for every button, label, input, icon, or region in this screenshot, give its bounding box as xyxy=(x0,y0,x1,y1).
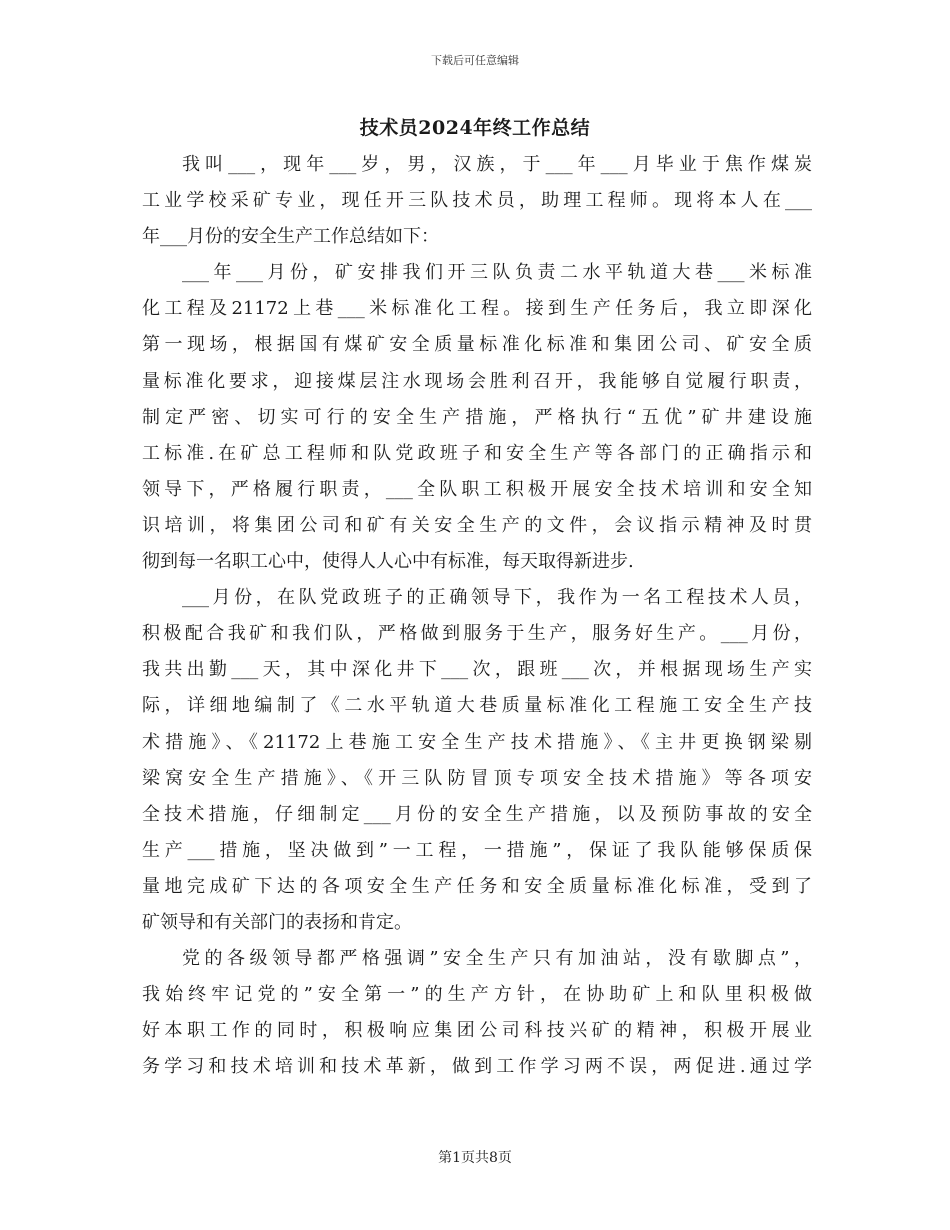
text-line: 领导下，严格履行职责，___全队职工积极开展安全技术培训和安全知 xyxy=(142,478,812,500)
text-line: 全技术措施，仔细制定___月份的安全生产措施，以及预防事故的安全 xyxy=(142,803,812,825)
header-note: 下载后可任意编辑 xyxy=(431,54,519,67)
text-line: 务学习和技术培训和技术革新，做到工作学习两不误，两促进.通过学 xyxy=(142,1056,812,1078)
text-line: 际，详细地编制了《二水平轨道大巷质量标准化工程施工安全生产技 xyxy=(142,695,812,717)
text-line: 化工程及21172上巷___米标准化工程。接到生产任务后，我立即深化 xyxy=(142,298,812,320)
text-line: 我共出勤___天，其中深化井下___次，跟班___次，并根据现场生产实 xyxy=(142,659,812,681)
text-line: 我始终牢记党的”安全第一”的生产方针，在协助矿上和队里积极做 xyxy=(142,984,812,1006)
text-line: 年___月份的安全生产工作总结如下： xyxy=(142,226,439,248)
text-line: 矿领导和有关部门的表扬和肯定。 xyxy=(142,911,412,933)
text-line: 我叫___，现年___岁，男，汉族，于___年___月毕业于焦作煤炭 xyxy=(182,154,812,175)
text-line: 彻到每一名职工心中，使得人人心中有标准，每天取得新进步. xyxy=(142,551,634,573)
text-line: ___月份，在队党政班子的正确领导下，我作为一名工程技术人员， xyxy=(182,587,812,609)
text-line: 识培训，将集团公司和矿有关安全生产的文件，会议指示精神及时贯 xyxy=(142,514,812,536)
text-line: 量标准化要求，迎接煤层注水现场会胜利召开，我能够自觉履行职责， xyxy=(142,370,812,392)
text-line: 梁窝安全生产措施》、《开三队防冒顶专项安全技术措施》等各项安 xyxy=(142,767,812,789)
text-line: 工业学校采矿专业，现任开三队技术员，助理工程师。现将本人在___ xyxy=(142,190,812,212)
text-line: 积极配合我矿和我们队，严格做到服务于生产，服务好生产。___月份， xyxy=(142,623,812,645)
page-footer: 第1页共8页 xyxy=(438,1150,512,1166)
text-line: 生产___措施，坚决做到”一工程，一措施”，保证了我队能够保质保 xyxy=(142,839,812,861)
text-line: 工标准.在矿总工程师和队党政班子和安全生产等各部门的正确指示和 xyxy=(142,442,812,464)
text-line: 制定严密、切实可行的安全生产措施，严格执行“五优”矿井建设施 xyxy=(142,406,812,428)
document-body xyxy=(142,147,812,1085)
paragraph-1 xyxy=(142,147,812,255)
text-line: ___年___月份，矿安排我们开三队负责二水平轨道大巷___米标准 xyxy=(182,262,812,284)
paragraph-3 xyxy=(142,580,812,941)
document-title: 技术员2024年终工作总结 xyxy=(359,117,591,139)
paragraph-2 xyxy=(142,255,812,580)
text-line: 术措施》、《21172上巷施工安全生产技术措施》、《主井更换钢梁剔 xyxy=(142,731,812,753)
text-line: 第一现场，根据国有煤矿安全质量标准化标准和集团公司、矿安全质 xyxy=(142,334,812,356)
paragraph-4 xyxy=(142,941,812,1085)
text-line: 党的各级领导都严格强调”安全生产只有加油站，没有歇脚点”， xyxy=(182,948,812,970)
text-line: 量地完成矿下达的各项安全生产任务和安全质量标准化标准，受到了 xyxy=(142,875,812,897)
text-line: 好本职工作的同时，积极响应集团公司科技兴矿的精神，积极开展业 xyxy=(142,1020,812,1042)
